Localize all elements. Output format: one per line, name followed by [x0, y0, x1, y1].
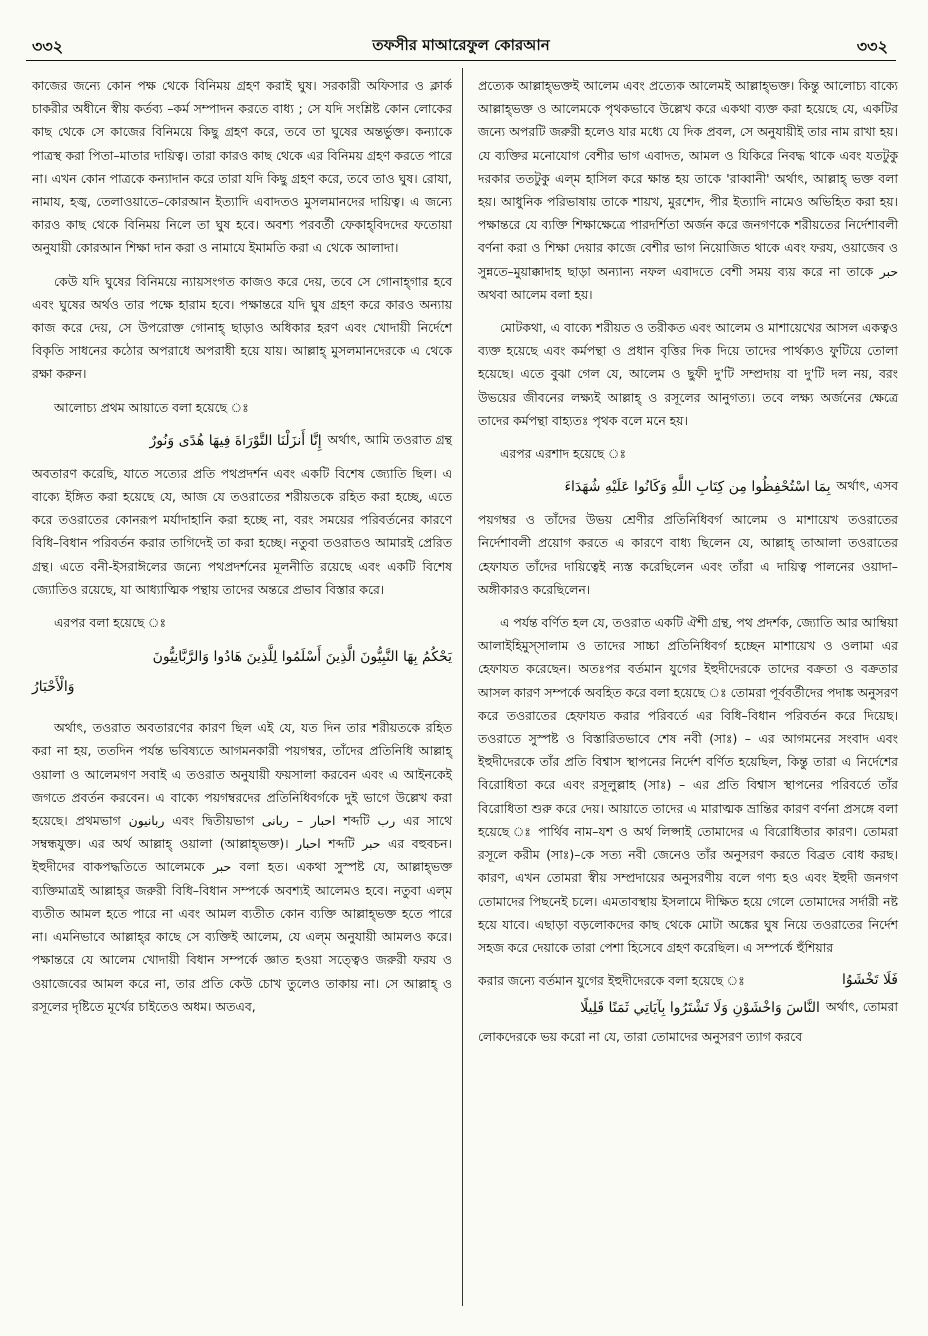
section-heading: আলোচ্য প্রথম আয়াতে বলা হয়েছে ঃ [54, 399, 249, 415]
paragraph: এ পর্যন্ত বর্ণিত হল যে, তওরাত একটি ঐশী গ্রন্থ, পথ প্রদর্শক, জ্যোতি আর আম্বিয়া আলাইহিমুস্‌সালাম ও তাদের সাচ্চা প্রতিনিধিবর্গ হচ্ছেন মাশায়েখ ও ওলামা এর হেফাযত করেছেন। অতঃপর বর্তমান যুগের ইহুদীদেরকে তাদের বক্রতা ও বক্রতার আসল কারণ সম্পর্কে অবহিত করে বলা হয়েছে ঃ তোমরা পূর্ববর্তীদের পদাঙ্ক অনুসরণ করে তওরাতের হেফাযত করার পরিবর্তে এর বিধি–বিধান পরিবর্তন করে দিয়েছ। তওরাতে সুস্পষ্ট ও বিস্তারিতভাবে শেষ নবী (সাঃ) – এর আগমনের সংবাদ এবং ইহুদীদেরকে তাঁর প্রতি বিশ্বাস স্থাপনের নির্দেশ বর্ণিত হয়েছিল, কিন্তু তারা এ নির্দেশের বিরোধিতা করে এবং রসূলুল্লাহ (সাঃ) – এর প্রতি বিশ্বাস স্থাপনের পরিবর্তে তাঁর বিরোধিতা শুরু করে দেয়। আয়াতে তাদের এ মারাত্মক ভ্রান্তির কারণ বর্ণনা প্রসঙ্গে বলা হয়েছে ঃ পার্থিব নাম–যশ ও অর্থ লিপ্সাই তোমাদের এ বিরোধিতার কারণ। তোমরা রসূলে করীম (সাঃ)–কে সত্য নবী জেনেও তাঁর অনুসরণ করতে বিব্রত বোধ করছ। কারণ, এখন তোমরা স্বীয় সম্প্রদায়ের অনুসরণীয় বলে গণ্য হও এবং ইহুদী জনগণ তোমাদের পিছনেই চলে। এমতাবস্থায় ইসলামে দীক্ষিত হয়ে গেলে তোমাদের সর্দারী নষ্ট হয়ে যাবে। এছাড়া বড়লোকদের কাছ থেকে মোটা অঙ্কের ঘুষ নিয়ে তওরাতের নির্দেশ সহজ করে দেয়াকে তারা পেশা হিসেবে গ্রহণ করেছিল। এ সম্পর্কে হুঁশিয়ার [478, 615, 898, 955]
arabic-verse: إِنَّا أَنزَلْنَا التَّوْرَاةَ فِيهَا هُدًى وَنُورٌ [149, 432, 322, 449]
paragraph: কাজের জন্যে কোন পক্ষ থেকে বিনিময় গ্রহণ করাই ঘুষ। সরকারী অফিসার ও ক্লার্ক চাকরীর অধীনে স্বীয় কর্তব্য –কর্ম সম্পাদন করতে বাধ্য ; সে যদি সংশ্লিষ্ট কোন লোকের কাছ থেকে সে কাজের বিনিময়ে কিছু গ্রহণ করে, তবে তা ঘুষের অন্তর্ভুক্ত। কন্যাকে পাত্রস্থ করা পিতা–মাতার দায়িত্ব। তারা কারও কাছ থেকে এর বিনিময় গ্রহণ করতে পারে না। এখন কোন পাত্রকে কন্যাদান করে তারা যদি কিছু গ্রহণ করে, তবে তাও ঘুষ। রোযা, নামায, হজ্ব, তেলাওয়াতে–কোরআন ইত্যাদি এবাদতও মুসলমানদের দায়িত্ব। এ জন্যে কারও কাছ থেকে বিনিময় নিলে তা ঘুষ হবে। অবশ্য পরবর্তী ফেকাহ্‌বিদদের ফতোয়া অনুযায়ী কোরআন শিক্ষা দান করা ও নামাযে ইমামতি করা এ থেকে আলাদা। [32, 78, 452, 256]
translation-lead: অর্থাৎ, আমি তওরাত গ্রন্থ [327, 431, 452, 447]
section-heading: এরপর এরশাদ হয়েছে ঃ [500, 446, 626, 462]
arabic-verse-line [478, 969, 898, 992]
page-number-left: ৩৩২ [32, 37, 64, 56]
arabic-verse: وَالْأَحْبَارُ [32, 679, 75, 696]
arabic-verse-line [32, 427, 452, 454]
column-divider [462, 68, 463, 1306]
right-column [478, 74, 898, 1059]
page-number-right: ৩৩২ [856, 37, 888, 56]
paragraph: কেউ যদি ঘুষের বিনিময়ে ন্যায়সংগত কাজও করে দেয়, তবে সে গোনাহ্‌গার হবে এবং ঘুষের অর্থও তার পক্ষে হারাম হবে। পক্ষান্তরে যদি ঘুষ গ্রহণ করে কারও অন্যায় কাজ করে দেয়, সে উপরোক্ত গোনাহ্‌ ছাড়াও অধিকার হরণ এবং খোদায়ী নির্দেশে বিকৃতি সাধনের কঠোর অপরাধে অপরাধী হয়ে যায়। আল্লাহ্‌ মুসলমানদেরকে এ থেকে রক্ষা করুন। [32, 273, 452, 382]
arabic-verse: بِمَا اسْتُحْفِظُوا مِن كِتَابِ اللَّهِ وَكَانُوا عَلَيْهِ شُهَدَاءَ [564, 479, 831, 496]
paragraph: পয়গম্বর ও তাঁদের উভয় শ্রেণীর প্রতিনিধিবর্গ আলেম ও মাশায়েখ তওরাতের নির্দেশাবলী প্রয়োগ করতে এ কারণে বাধ্য ছিলেন যে, আল্লাহ্‌ তাআলা তওরাতের হেফাযত তাঁদের দায়িত্বেই ন্যস্ত করেছিলেন এবং তাঁরা এ দায়িত্ব পালনের ওয়াদা–অঙ্গীকারও করেছিলেন। [478, 512, 898, 597]
arabic-verse: فَلَا تَخْشَوُا [841, 972, 898, 989]
page-header [26, 30, 896, 61]
paragraph-lead: করার জন্যে বর্তমান যুগের ইহুদীদেরকে বলা হয়েছে ঃ [478, 973, 745, 989]
arabic-verse-block [32, 642, 452, 702]
paragraph: অর্থাৎ, তওরাত অবতারণের কারণ ছিল এই যে, যত দিন তার শরীয়তকে রহিত করা না হয়, ততদিন পর্যন্ত ভবিষ্যতে আগমনকারী পয়গম্বর, তাঁদের প্রতিনিধি আল্লাহ্‌ ওয়ালা ও আলেমগণ সবাই এ তওরাত অনুযায়ী ফয়সালা করবেন এবং এ আইনকেই জগতে প্রবর্তন করবেন। এ বাক্যে পয়গম্বরদের প্রতিনিধিবর্গকে দুই ভাগে উল্লেখ করা হয়েছে। প্রথমভাগ ربانيون এবং দ্বিতীয়ভাগ احبار – ربانى শব্দটি رب এর সাথে সম্বন্ধযুক্ত। এর অর্থ আল্লাহ্‌ ওয়ালা (আল্লাহ্‌ভক্ত)। احبار শব্দটি حبر এর বহুবচন। ইহুদীদের বাকপদ্ধতিতে আলেমকে حبر বলা হত। একথা সুস্পষ্ট যে, আল্লাহ্‌ভক্ত ব্যক্তিমাত্রই আল্লাহ্‌র জরুরী বিধি–বিধান সম্পর্কে অবশ্যই আলেমও হবে। নতুবা এল্‌ম ব্যতীত আমল হতে পারে না এবং আমল ব্যতীত কোন ব্যক্তি আল্লাহ্‌ভক্ত হতে পারে না। এমনিভাবে আল্লাহ্‌র কাছে সে ব্যক্তিই আলেম, যে এল্‌ম অনুযায়ী আমলও করে। পক্ষান্তরে যে আলেম খোদায়ী বিধান সম্পর্কে জ্ঞাত হওয়া সত্ত্বেও জরুরী ফরয ও ওয়াজেবের আমল করে না, তার প্রতি কেউ চোখ তুলেও তাকায় না। সে আল্লাহ্‌ ও রসূলের দৃষ্টিতে মূর্খের চাইতেও অধম। অতএব, [32, 720, 453, 1014]
paragraph: লোকদেরকে ভয় করো না যে, তারা তোমাদের অনুসরণ ত্যাগ করবে [478, 1029, 803, 1045]
arabic-verse: يَحْكُمُ بِهَا النَّبِيُّونَ الَّذِينَ أَسْلَمُوا لِلَّذِينَ هَادُوا وَالرَّبَّانِيُّونَ [152, 649, 452, 666]
arabic-verse: النَّاسَ وَاخْشَوْنِ وَلَا تَشْتَرُوا بِآيَاتِي ثَمَنًا قَلِيلًا [580, 1000, 820, 1017]
translation-lead: অর্থাৎ, তোমরা [825, 999, 898, 1015]
running-title: তফসীর মাআরেফুল কোরআন [372, 36, 550, 54]
arabic-verse-line [478, 473, 898, 500]
translation-lead: অর্থাৎ, এসব [836, 478, 898, 494]
paragraph: মোটকথা, এ বাক্যে শরীয়ত ও তরীকত এবং আলেম ও মাশায়েখের আসল একত্বও ব্যক্ত হয়েছে এবং কর্মপন্থা ও প্রধান বৃত্তির দিক দিয়ে তাদের পার্থক্যও ফুটিয়ে তোলা হয়েছে। এতে বুঝা গেল যে, আলেম ও ছুফী দু'টি সম্প্রদায় বা দু'টি দল নয়, বরং উভয়ের জীবনের লক্ষ্যই আল্লাহ্‌ ও রসূলের আনুগত্য। তবে লক্ষ্য অর্জনের ক্ষেত্রে তাদের কর্মপন্থা বাহ্যতঃ পৃথক বলে মনে হয়। [478, 320, 898, 428]
left-column [32, 74, 452, 1028]
section-heading: এরপর বলা হয়েছে ঃ [54, 615, 166, 631]
arabic-verse-line [478, 994, 898, 1021]
paragraph: অবতারণ করেছি, যাতে সত্যের প্রতি পথপ্রদর্শন এবং একটি বিশেষ জ্যোতি ছিল। এ বাক্যে ইঙ্গিত করা হয়েছে যে, আজ যে তওরাতের শরীয়তকে রহিত করা হচ্ছে, এতে করে তওরাতের কোনরূপ মর্যাদাহানি করা হচ্ছে না, বরং সময়ের পরিবর্তনের কারণে বিধি–বিধান পরিবর্তন করার তাগিদেই তা করা হচ্ছে। নতুবা তওরাতও আমারই প্রেরিত গ্রন্থ। এতে বনী-ইসরাঈলের জন্যে পথপ্রদর্শনের মূলনীতি রয়েছে এবং একটি বিশেষ জ্যোতিও রয়েছে, যা আধ্যাত্মিক পন্থায় তাদের অন্তরে প্রভাব বিস্তার করে। [32, 465, 452, 597]
paragraph: প্রত্যেক আল্লাহ্‌ভক্তই আলেম এবং প্রত্যেক আলেমই আল্লাহ্‌ভক্ত। কিন্তু আলোচ্য বাক্যে আল্লাহ্‌ভক্ত ও আলেমকে পৃথকভাবে উল্লেখ করে একথা ব্যক্ত করা হয়েছে যে, একটির জন্যে অপরটি জরুরী হলেও যার মধ্যে যে দিক প্রবল, সে অনুযায়ীই তার নাম রাখা হয়। যে ব্যক্তির মনোযোগ বেশীর ভাগ এবাদত, আমল ও যিকিরে নিবদ্ধ থাকে এবং যতটুকু দরকার ততটুকু এল্‌ম হাসিল করে ক্ষান্ত হয় তাকে 'রাব্বানী' অর্থাৎ, আল্লাহ্‌ ভক্ত বলা হয়। আধুনিক পরিভাষায় তাকে শায়খ, মুরশেদ, পীর ইত্যাদি নামেও অভিহিত করা হয়। পক্ষান্তরে যে ব্যক্তি শিক্ষাক্ষেত্রে পারদর্শিতা অর্জন করে জনগণকে শরীয়তের নির্দেশাবলী বর্ণনা করা ও শিক্ষা দেয়ার কাজে বেশীর ভাগ নিয়োজিত থাকে এবং ফরয, ওয়াজেব ও সুন্নতে–মুয়াক্কাদাহ ছাড়া অন্যান্য নফল এবাদতে বেশী সময় ব্যয় করে না তাকে حبر অথবা আলেম বলা হয়। [478, 78, 898, 302]
